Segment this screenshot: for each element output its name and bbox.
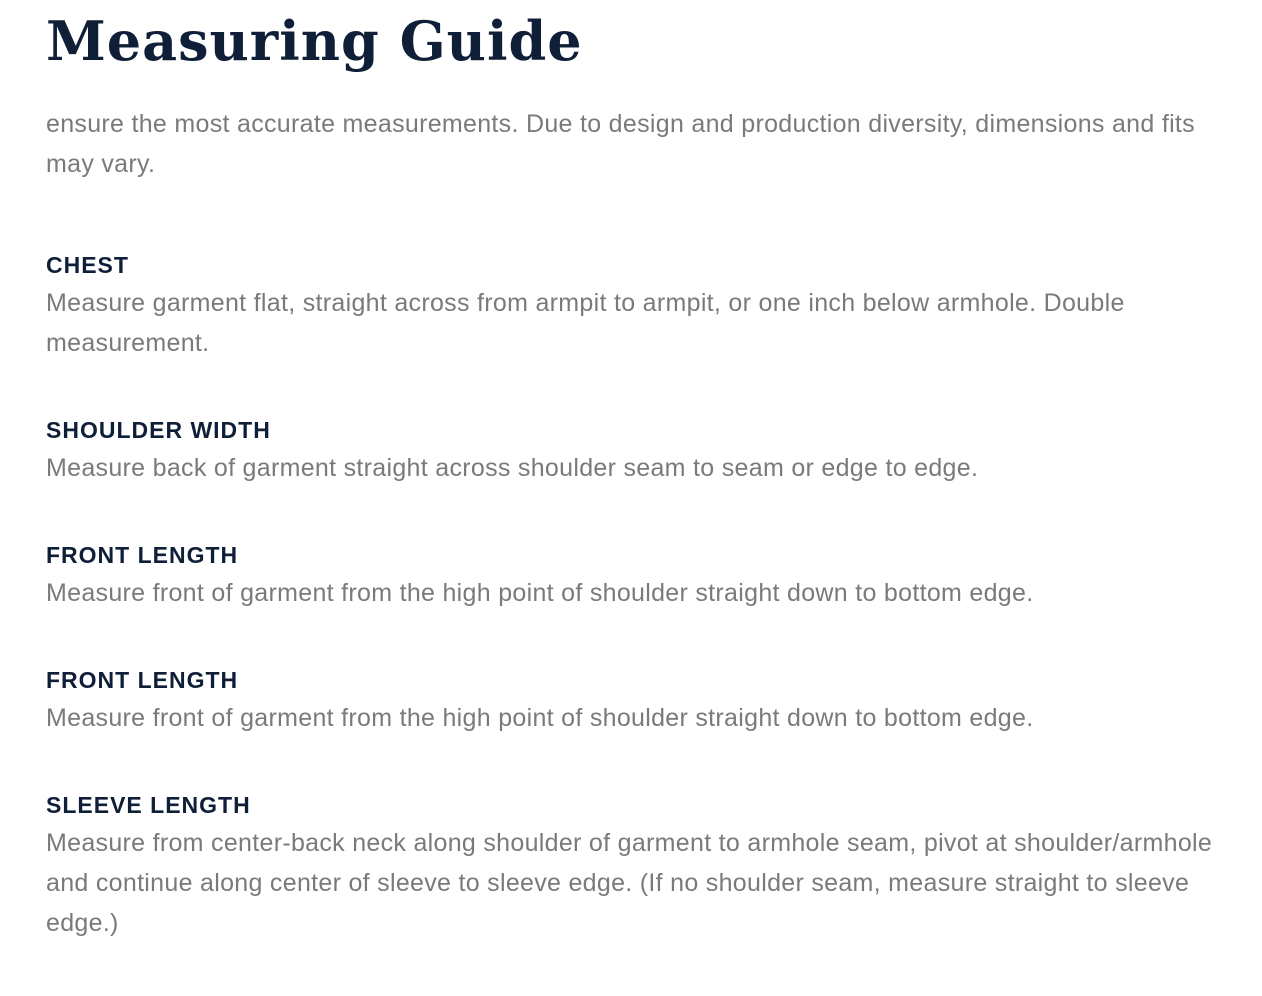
section-text-chest: Measure garment flat, straight across from armpit to armpit, or one inch below armhole. Double measurement. xyxy=(46,289,1125,357)
section-front-length-repeat xyxy=(46,665,1236,738)
intro-text: ensure the most accurate measurements. Due to design and production diversity, dimensions and fits may vary. xyxy=(46,110,1195,178)
section-text-front-length-repeat: Measure front of garment from the high point of shoulder straight down to bottom edge. xyxy=(46,704,1034,732)
section-heading-front-length-repeat: FRONT LENGTH xyxy=(46,667,239,693)
section-heading-chest: CHEST xyxy=(46,252,129,278)
section-text-sleeve-length: Measure from center-back neck along shoulder of garment to armhole seam, pivot at shoulder/armhole and continue along center of sleeve to sleeve edge. (If no shoulder seam, measure straight to sleeve edge.) xyxy=(46,829,1213,937)
page-title: Measuring Guide xyxy=(46,9,583,73)
measuring-guide-page xyxy=(46,0,1236,943)
section-text-shoulder-width: Measure back of garment straight across shoulder seam to seam or edge to edge. xyxy=(46,454,979,482)
section-front-length xyxy=(46,540,1236,613)
section-chest xyxy=(46,250,1236,363)
section-heading-shoulder-width: SHOULDER WIDTH xyxy=(46,417,271,443)
section-heading-sleeve-length: SLEEVE LENGTH xyxy=(46,792,251,818)
section-sleeve-length xyxy=(46,790,1236,943)
section-heading-front-length: FRONT LENGTH xyxy=(46,542,239,568)
section-shoulder-width xyxy=(46,415,1236,488)
section-text-front-length: Measure front of garment from the high point of shoulder straight down to bottom edge. xyxy=(46,579,1034,607)
